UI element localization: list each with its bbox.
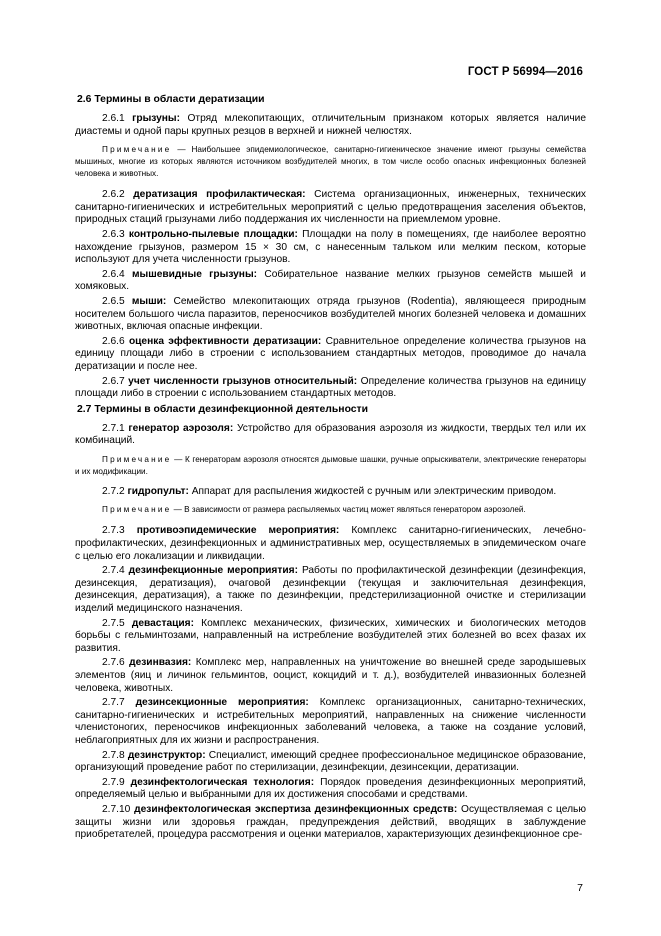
term-number: 2.7.6 xyxy=(102,657,125,669)
term-number: 2.7.2 xyxy=(102,485,125,497)
term-definition: Комплекс санитарно-гигиенических, лечебно-профилактических, дезинфекционных и административных мер, осуществляемых в эпидемическом очаге с целью его локализации и ликвидации. xyxy=(75,525,586,562)
term-definition: Отряд млекопитающих, отличительным признаком которых является наличие диастемы и одной пары крупных резцов в верхней и нижней челюстях. xyxy=(75,113,586,137)
term-entry xyxy=(75,618,586,656)
term-title: мыши: xyxy=(131,295,167,307)
term-entry xyxy=(75,657,586,695)
term-title: генератор аэрозоля: xyxy=(128,422,234,434)
note-text: — К генераторам аэрозоля относятся дымовые шашки, ручные опрыскиватели, электрические генераторы и их модификации. xyxy=(75,454,586,476)
term-definition: Аппарат для распыления жидкостей с ручным или электрическим приводом. xyxy=(191,485,557,497)
term-entry xyxy=(75,376,586,401)
term-entry xyxy=(75,336,586,374)
term-title: гидропульт: xyxy=(127,485,189,497)
term-definition: Комплекс механических, физических, химических и биологических методов борьбы с гельминтозами, направленный на истребление возбудителей этих болезней во всех фазах их развития. xyxy=(75,617,586,654)
term-number: 2.7.8 xyxy=(102,749,125,761)
term-entry xyxy=(75,697,586,747)
term-entry xyxy=(75,296,586,334)
term-number: 2.6.5 xyxy=(102,295,125,307)
term-title: дезинфектологическая экспертиза дезинфекционных средств: xyxy=(134,803,458,815)
term-definition: Семейство млекопитающих отряда грызунов (Rodentia), являющееся природным носителем большого числа паразитов, переносчиков возбудителей многих болезней человека и домашних животных, включая опасные инфекции. xyxy=(75,295,586,333)
term-entry xyxy=(75,113,586,138)
term-definition: Устройство для образования аэрозоля из жидкости, твердых тел или их комбинаций. xyxy=(75,422,586,447)
term-note xyxy=(75,454,586,478)
term-title: девастация: xyxy=(131,617,194,629)
term-note xyxy=(75,144,586,180)
term-definition: Собирательное название мелких грызунов семейств мышей и хомяковых. xyxy=(75,268,586,293)
term-number: 2.7.9 xyxy=(102,776,125,788)
term-entry xyxy=(75,229,586,267)
note-label: Примечание xyxy=(102,145,172,155)
term-entry xyxy=(75,565,586,615)
term-number: 2.7.7 xyxy=(102,697,125,709)
term-number: 2.7.10 xyxy=(102,803,131,815)
term-number: 2.7.4 xyxy=(102,565,125,577)
term-title: контрольно-пылевые площадки: xyxy=(128,228,298,240)
note-label: Примечание xyxy=(102,454,172,464)
term-entry xyxy=(75,777,586,802)
term-entry xyxy=(75,804,586,842)
note-text: — Наибольшее эпидемиологическое, санитарно-гигиеническое значение имеют грызуны семейства мышиных, многие из которых являются источником возбудителей многих, в том числе особо опасных инфекционных болезней человека и животных. xyxy=(75,145,586,179)
term-number: 2.6.6 xyxy=(102,335,125,347)
term-title: оценка эффективности дератизации: xyxy=(128,335,322,347)
term-entry xyxy=(75,486,586,499)
term-title: противоэпидемические мероприятия: xyxy=(136,525,340,537)
term-title: грызуны: xyxy=(132,113,181,124)
page-number: 7 xyxy=(577,882,583,894)
term-definition: Комплекс организационных, санитарно-технических, санитарно-гигиенических и истребительных мероприятий, направленных на снижение численности членистоногих, переносчиков инфекционных заболеваний человека, а также на создание условий, неблагоприятных для их жизни и распространения. xyxy=(75,697,586,746)
term-definition: Система организационных, инженерных, технических санитарно-гигиенических и истребительных мероприятий с целью предотвращения заселения объектов, природных стаций грызунами либо поддержания их численности на приемлемом уровне. xyxy=(75,189,586,226)
term-definition: Комплекс мер, направленных на уничтожение во внешней среде зародышевых элементов (яиц и личинок гельминтов, ооцист, кокцидий и т. д.), возбудителей инвазионных болезней человека, животных. xyxy=(75,657,586,694)
term-number: 2.7.1 xyxy=(102,422,125,434)
term-entry xyxy=(75,525,586,563)
term-title: мышевидные грызуны: xyxy=(131,268,258,280)
term-title: дератизация профилактическая: xyxy=(133,189,306,201)
term-note xyxy=(75,504,586,516)
term-definition: Работы по профилактической дезинфекции (дезинфекция, дезинсекция, дератизация), очаговой дезинфекции (текущая и заключительная дезинфекция, дезинсекция, дератизация), а также по дезинфекции, предстерилизационной очистке и стерилизации изделий медицинского назначения. xyxy=(75,565,586,615)
term-number: 2.6.1 xyxy=(102,113,125,124)
term-entry xyxy=(75,269,586,294)
term-title: дезинфекционные мероприятия: xyxy=(128,565,298,577)
note-label: Примечание xyxy=(102,505,172,515)
term-number: 2.7.5 xyxy=(102,617,125,629)
term-definition: Площадки на полу в помещениях, где наиболее вероятно нахождение грызунов, размером 15 × 30 см, с нанесенным тальком или мелким песком, которые используют для учета численности грызунов. xyxy=(75,228,586,266)
term-title: дезинфектологическая технология: xyxy=(130,776,315,788)
term-title: дезинсекционные мероприятия: xyxy=(135,697,309,709)
document-body xyxy=(75,93,586,844)
term-title: учет численности грызунов относительный: xyxy=(128,375,358,387)
term-definition: Определение количества грызунов на единицу площади либо в строении с использованием стандартных методов. xyxy=(75,375,586,400)
term-number: 2.6.7 xyxy=(102,375,125,387)
term-number: 2.7.3 xyxy=(102,525,125,537)
note-text: — В зависимости от размера распыляемых частиц может являться генератором аэрозолей. xyxy=(173,505,526,515)
term-entry xyxy=(75,750,586,775)
standard-header: ГОСТ Р 56994—2016 xyxy=(467,66,583,78)
term-definition: Порядок проведения дезинфекционных мероприятий, определяемый целью и выбранными для их достижения способами и средствами. xyxy=(75,776,586,801)
term-definition: Специалист, имеющий среднее профессиональное медицинское образование, организующий проведение работ по стерилизации, дезинфекции, дезинсекции, дератизации. xyxy=(75,749,586,774)
term-number: 2.6.2 xyxy=(102,189,125,201)
term-definition: Сравнительное определение количества грызунов на единицу площади либо в строении с использованием стандартных методов, проводимое до начала дератизации и после нее. xyxy=(75,335,586,372)
term-number: 2.6.4 xyxy=(102,268,125,280)
term-definition: Осуществляемая с целью защиты жизни или здоровья граждан, предупреждения действий, вводящих в заблуждение приобретателей, процедура рассмотрения и оценки материалов, характеризующих дезинфекционное сре- xyxy=(75,803,586,841)
term-number: 2.6.3 xyxy=(102,228,125,240)
term-entry xyxy=(75,423,586,448)
term-title: дезинструктор: xyxy=(127,749,206,761)
term-title: дезинвазия: xyxy=(129,657,192,669)
section-heading: 2.7 Термины в области дезинфекционной деятельности xyxy=(77,403,369,415)
term-entry xyxy=(75,189,586,227)
section-heading: 2.6 Термины в области дератизации xyxy=(77,94,265,105)
